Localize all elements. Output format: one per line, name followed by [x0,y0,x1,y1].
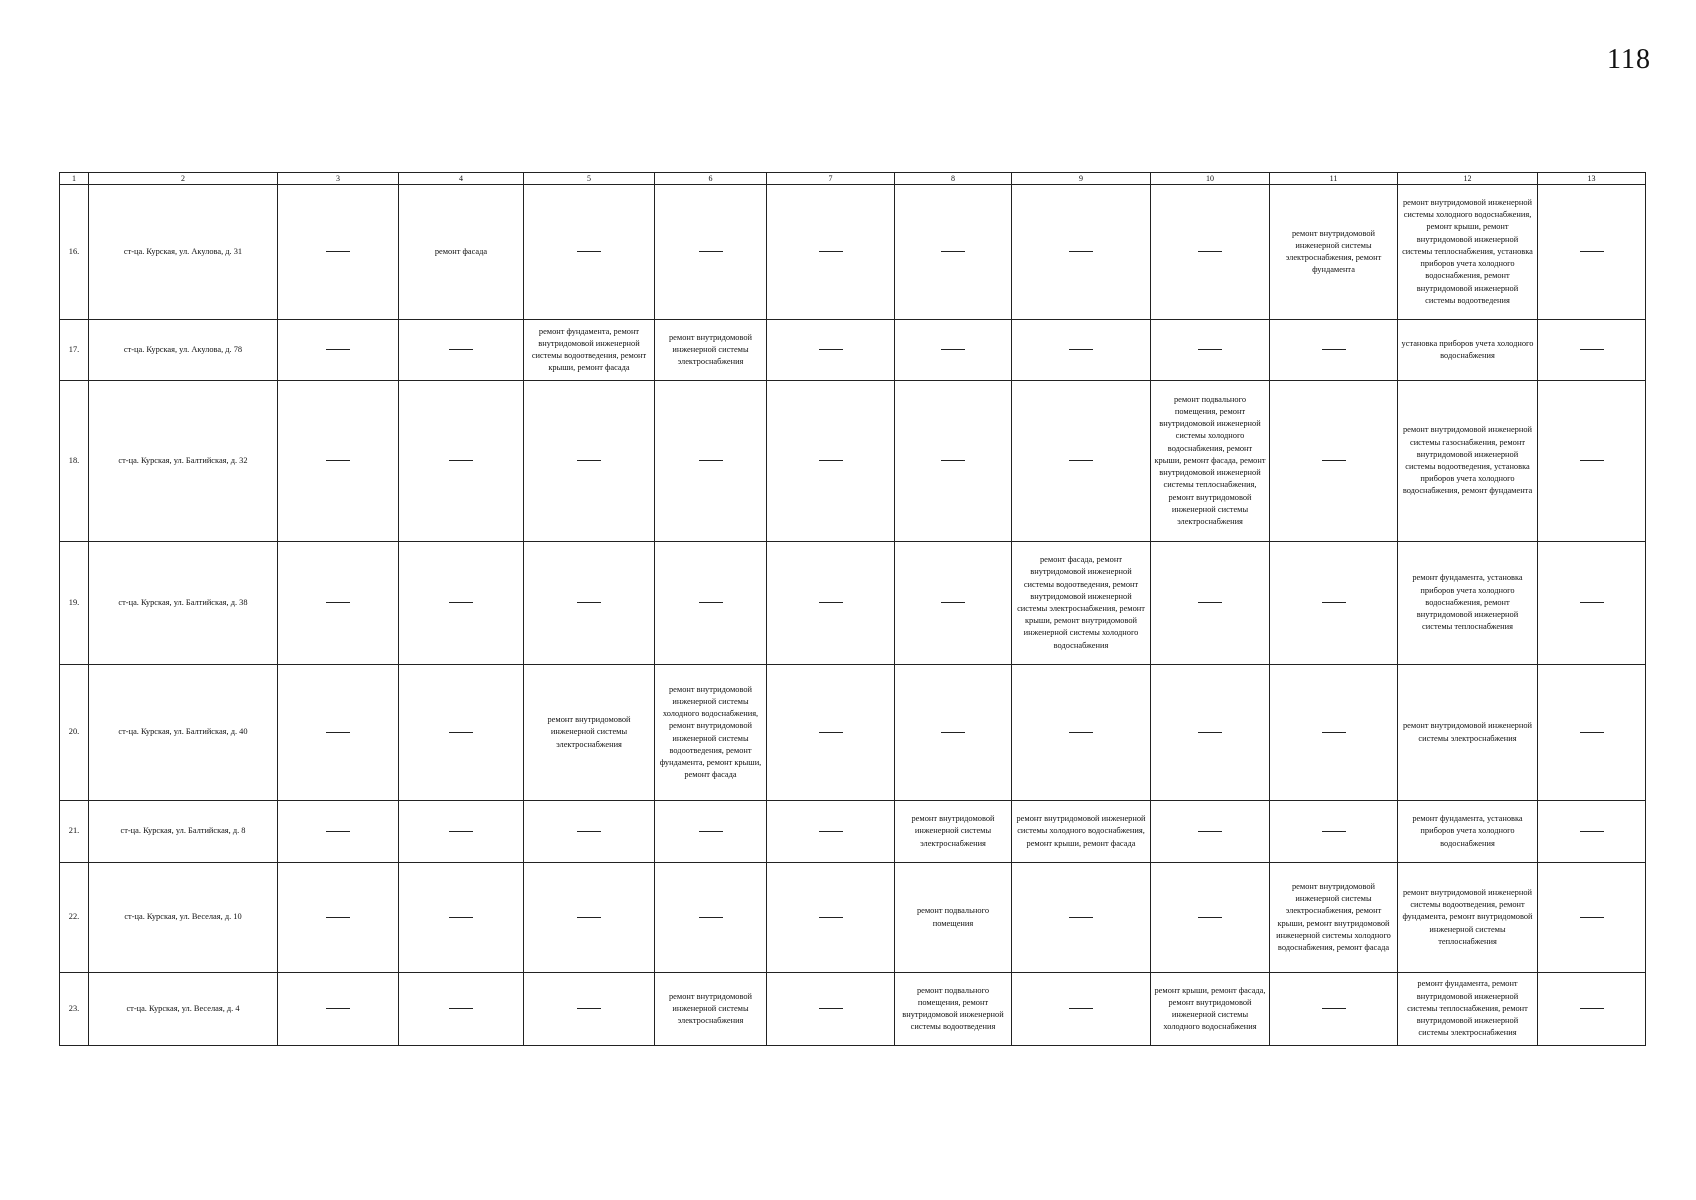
no-work-cell-col-13 [1538,801,1646,863]
dash-mark [1580,349,1604,350]
dash-mark [449,732,473,733]
row-number: 22. [60,863,89,973]
table-row [60,973,1646,1046]
no-work-cell-col-5 [524,863,655,973]
dash-mark [1069,917,1093,918]
no-work-cell-col-5 [524,801,655,863]
no-work-cell-col-10 [1151,665,1270,801]
dash-mark [819,917,843,918]
no-work-cell-col-11 [1270,973,1398,1046]
no-work-cell-col-13 [1538,320,1646,381]
row-number: 17. [60,320,89,381]
no-work-cell-col-4 [399,665,524,801]
row-number: 21. [60,801,89,863]
no-work-cell-col-13 [1538,973,1646,1046]
column-header: 8 [895,173,1012,185]
dash-mark [1580,460,1604,461]
dash-mark [1198,349,1222,350]
column-header: 12 [1398,173,1538,185]
dash-mark [1580,1008,1604,1009]
dash-mark [1069,349,1093,350]
no-work-cell-col-4 [399,863,524,973]
no-work-cell-col-5 [524,973,655,1046]
work-description-col-5: ремонт внутридомовой инженерной системы электроснабжения [524,665,655,801]
no-work-cell-col-11 [1270,542,1398,665]
dash-mark [699,251,723,252]
page-number: 118 [1607,44,1651,75]
no-work-cell-col-11 [1270,801,1398,863]
no-work-cell-col-8 [895,320,1012,381]
no-work-cell-col-3 [278,185,399,320]
no-work-cell-col-5 [524,381,655,542]
no-work-cell-col-10 [1151,801,1270,863]
dash-mark [326,602,350,603]
dash-mark [449,1008,473,1009]
address-cell: ст-ца. Курская, ул. Балтийская, д. 32 [89,381,278,542]
no-work-cell-col-4 [399,381,524,542]
table-row [60,381,1646,542]
dash-mark [326,831,350,832]
dash-mark [326,917,350,918]
dash-mark [577,1008,601,1009]
work-description-col-9: ремонт фасада, ремонт внутридомовой инженерной системы водоотведения, ремонт внутридомовой инженерной системы электроснабжения, ремонт крыши, ремонт внутридомовой инженерной системы холодного водоснабжения [1012,542,1151,665]
work-description-col-9: ремонт внутридомовой инженерной системы холодного водоснабжения, ремонт крыши, ремонт фасада [1012,801,1151,863]
column-header: 6 [655,173,767,185]
dash-mark [326,1008,350,1009]
column-header: 10 [1151,173,1270,185]
column-header: 7 [767,173,895,185]
column-header: 2 [89,173,278,185]
work-description-col-8: ремонт подвального помещения, ремонт внутридомовой инженерной системы водоотведения [895,973,1012,1046]
no-work-cell-col-9 [1012,973,1151,1046]
work-description-col-4: ремонт фасада [399,185,524,320]
no-work-cell-col-7 [767,320,895,381]
dash-mark [819,1008,843,1009]
dash-mark [326,349,350,350]
table-row [60,320,1646,381]
no-work-cell-col-8 [895,185,1012,320]
work-description-col-12: ремонт внутридомовой инженерной системы холодного водоснабжения, ремонт крыши, ремонт внутридомовой инженерной системы теплоснабжения, установка приборов учета холодного водоснабжения, ремонт внутридомовой инженерной системы водоотведения [1398,185,1538,320]
no-work-cell-col-13 [1538,381,1646,542]
no-work-cell-col-6 [655,542,767,665]
no-work-cell-col-13 [1538,185,1646,320]
no-work-cell-col-4 [399,320,524,381]
work-description-col-10: ремонт подвального помещения, ремонт внутридомовой инженерной системы холодного водоснабжения, ремонт крыши, ремонт фасада, ремонт внутридомовой инженерной системы теплоснабжения, ремонт внутридомовой инженерной системы электроснабжения [1151,381,1270,542]
dash-mark [577,917,601,918]
dash-mark [577,460,601,461]
dash-mark [449,460,473,461]
no-work-cell-col-3 [278,320,399,381]
work-description-col-5: ремонт фундамента, ремонт внутридомовой инженерной системы водоотведения, ремонт крыши, ремонт фасада [524,320,655,381]
row-number: 16. [60,185,89,320]
dash-mark [577,831,601,832]
table-row [60,542,1646,665]
dash-mark [1198,732,1222,733]
dash-mark [699,917,723,918]
row-number: 19. [60,542,89,665]
repair-schedule-table [59,172,1646,1046]
no-work-cell-col-13 [1538,542,1646,665]
dash-mark [1198,917,1222,918]
row-number: 23. [60,973,89,1046]
dash-mark [1198,602,1222,603]
dash-mark [449,349,473,350]
no-work-cell-col-11 [1270,381,1398,542]
dash-mark [819,349,843,350]
column-number-row [60,173,1646,185]
column-header: 11 [1270,173,1398,185]
dash-mark [1580,732,1604,733]
dash-mark [1322,460,1346,461]
address-cell: ст-ца. Курская, ул. Балтийская, д. 8 [89,801,278,863]
address-cell: ст-ца. Курская, ул. Акулова, д. 31 [89,185,278,320]
no-work-cell-col-3 [278,542,399,665]
table-row [60,801,1646,863]
address-cell: ст-ца. Курская, ул. Балтийская, д. 40 [89,665,278,801]
dash-mark [1322,602,1346,603]
dash-mark [699,602,723,603]
no-work-cell-col-11 [1270,665,1398,801]
dash-mark [819,732,843,733]
dash-mark [1322,831,1346,832]
no-work-cell-col-13 [1538,863,1646,973]
column-header: 9 [1012,173,1151,185]
dash-mark [699,460,723,461]
address-cell: ст-ца. Курская, ул. Акулова, д. 78 [89,320,278,381]
dash-mark [941,602,965,603]
dash-mark [699,831,723,832]
column-header: 3 [278,173,399,185]
work-description-col-6: ремонт внутридомовой инженерной системы электроснабжения [655,320,767,381]
dash-mark [1069,732,1093,733]
work-description-col-12: ремонт фундамента, установка приборов учета холодного водоснабжения, ремонт внутридомовой инженерной системы теплоснабжения [1398,542,1538,665]
dash-mark [941,251,965,252]
dash-mark [449,831,473,832]
dash-mark [326,460,350,461]
work-description-col-6: ремонт внутридомовой инженерной системы электроснабжения [655,973,767,1046]
dash-mark [577,251,601,252]
table-row [60,863,1646,973]
work-description-col-6: ремонт внутридомовой инженерной системы холодного водоснабжения, ремонт внутридомовой инженерной системы водоотведения, ремонт фундамента, ремонт крыши, ремонт фасада [655,665,767,801]
no-work-cell-col-3 [278,801,399,863]
no-work-cell-col-6 [655,801,767,863]
no-work-cell-col-13 [1538,665,1646,801]
work-description-col-8: ремонт подвального помещения [895,863,1012,973]
dash-mark [1069,460,1093,461]
dash-mark [1580,831,1604,832]
work-description-col-12: ремонт фундамента, ремонт внутридомовой инженерной системы теплоснабжения, ремонт внутридомовой инженерной системы электроснабжения [1398,973,1538,1046]
work-description-col-12: ремонт фундамента, установка приборов учета холодного водоснабжения [1398,801,1538,863]
table-row [60,665,1646,801]
no-work-cell-col-11 [1270,320,1398,381]
row-number: 20. [60,665,89,801]
work-description-col-8: ремонт внутридомовой инженерной системы электроснабжения [895,801,1012,863]
work-description-col-10: ремонт крыши, ремонт фасада, ремонт внутридомовой инженерной системы холодного водоснабжения [1151,973,1270,1046]
no-work-cell-col-4 [399,542,524,665]
no-work-cell-col-3 [278,381,399,542]
dash-mark [449,602,473,603]
work-description-col-12: ремонт внутридомовой инженерной системы водоотведения, ремонт фундамента, ремонт внутридомовой инженерной системы теплоснабжения [1398,863,1538,973]
dash-mark [1198,251,1222,252]
work-description-col-11: ремонт внутридомовой инженерной системы электроснабжения, ремонт крыши, ремонт внутридомовой инженерной системы холодного водоснабжения, ремонт фасада [1270,863,1398,973]
dash-mark [819,831,843,832]
work-description-col-11: ремонт внутридомовой инженерной системы электроснабжения, ремонт фундамента [1270,185,1398,320]
dash-mark [1580,917,1604,918]
no-work-cell-col-8 [895,665,1012,801]
no-work-cell-col-7 [767,973,895,1046]
no-work-cell-col-10 [1151,863,1270,973]
column-header: 13 [1538,173,1646,185]
no-work-cell-col-7 [767,381,895,542]
work-description-col-12: ремонт внутридомовой инженерной системы электроснабжения [1398,665,1538,801]
table-row [60,185,1646,320]
dash-mark [819,602,843,603]
dash-mark [941,349,965,350]
no-work-cell-col-7 [767,185,895,320]
dash-mark [819,460,843,461]
no-work-cell-col-7 [767,665,895,801]
dash-mark [577,602,601,603]
no-work-cell-col-6 [655,863,767,973]
no-work-cell-col-6 [655,381,767,542]
dash-mark [1322,349,1346,350]
dash-mark [1580,251,1604,252]
address-cell: ст-ца. Курская, ул. Балтийская, д. 38 [89,542,278,665]
dash-mark [1580,602,1604,603]
no-work-cell-col-9 [1012,665,1151,801]
no-work-cell-col-9 [1012,863,1151,973]
no-work-cell-col-7 [767,801,895,863]
no-work-cell-col-6 [655,185,767,320]
no-work-cell-col-8 [895,542,1012,665]
dash-mark [326,251,350,252]
no-work-cell-col-9 [1012,381,1151,542]
work-description-col-12: установка приборов учета холодного водоснабжения [1398,320,1538,381]
work-description-col-12: ремонт внутридомовой инженерной системы газоснабжения, ремонт внутридомовой инженерной системы водоотведения, установка приборов учета холодного водоснабжения, ремонт фундамента [1398,381,1538,542]
no-work-cell-col-8 [895,381,1012,542]
dash-mark [1322,732,1346,733]
no-work-cell-col-3 [278,863,399,973]
dash-mark [449,917,473,918]
no-work-cell-col-4 [399,973,524,1046]
no-work-cell-col-7 [767,863,895,973]
no-work-cell-col-3 [278,665,399,801]
no-work-cell-col-10 [1151,185,1270,320]
no-work-cell-col-10 [1151,320,1270,381]
no-work-cell-col-5 [524,185,655,320]
column-header: 1 [60,173,89,185]
dash-mark [941,460,965,461]
dash-mark [1198,831,1222,832]
dash-mark [1322,1008,1346,1009]
dash-mark [819,251,843,252]
no-work-cell-col-9 [1012,320,1151,381]
column-header: 4 [399,173,524,185]
dash-mark [1069,251,1093,252]
address-cell: ст-ца. Курская, ул. Веселая, д. 4 [89,973,278,1046]
row-number: 18. [60,381,89,542]
no-work-cell-col-4 [399,801,524,863]
no-work-cell-col-3 [278,973,399,1046]
dash-mark [941,732,965,733]
no-work-cell-col-5 [524,542,655,665]
dash-mark [326,732,350,733]
no-work-cell-col-10 [1151,542,1270,665]
no-work-cell-col-7 [767,542,895,665]
column-header: 5 [524,173,655,185]
table-body [60,185,1646,1046]
no-work-cell-col-9 [1012,185,1151,320]
dash-mark [1069,1008,1093,1009]
address-cell: ст-ца. Курская, ул. Веселая, д. 10 [89,863,278,973]
